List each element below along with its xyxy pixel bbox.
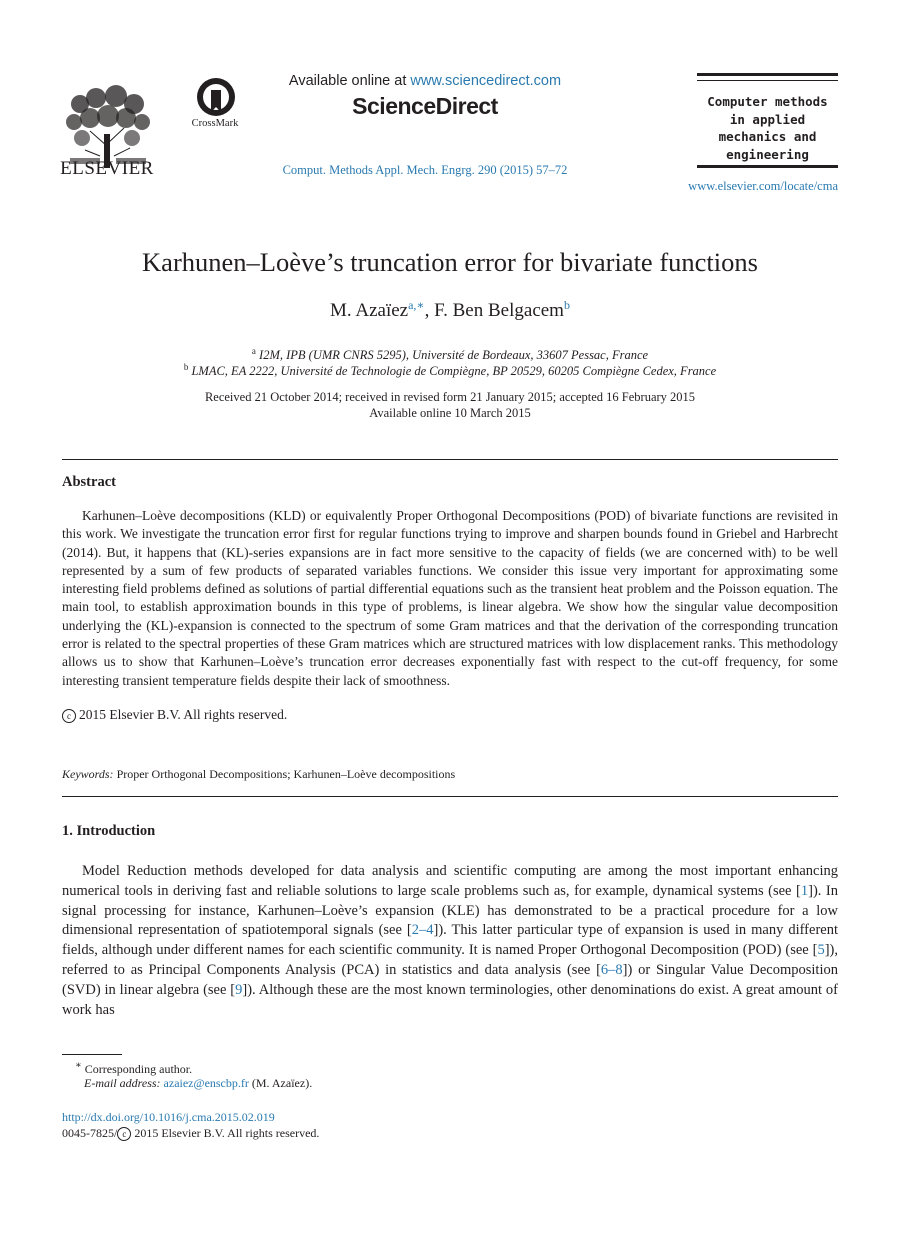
introduction-body xyxy=(62,862,838,1020)
corresponding-author-note xyxy=(75,1060,192,1077)
copyright-text: 2015 Elsevier B.V. All rights reserved. xyxy=(79,707,288,722)
journal-name-line: engineering xyxy=(726,146,809,162)
email-link[interactable]: azaiez@enscbp.fr xyxy=(163,1076,249,1090)
keywords-label: Keywords: xyxy=(62,767,114,781)
journal-rule-bottom xyxy=(697,165,838,168)
email-label: E-mail address: xyxy=(84,1076,161,1090)
journal-reference-link[interactable]: Comput. Methods Appl. Mech. Engrg. 290 (2015) 57–72 xyxy=(282,163,568,177)
doi-link[interactable]: http://dx.doi.org/10.1016/j.cma.2015.02.019 xyxy=(62,1110,275,1124)
abstract-bottom-rule xyxy=(62,796,838,797)
available-online-date: Available online 10 March 2015 xyxy=(369,406,531,420)
issn-copyright-text: 2015 Elsevier B.V. All rights reserved. xyxy=(134,1126,320,1140)
email-note xyxy=(84,1076,312,1091)
available-online-line xyxy=(250,73,600,89)
crossmark-icon[interactable] xyxy=(188,76,244,118)
footnote-rule xyxy=(62,1054,122,1055)
abstract-heading: Abstract xyxy=(62,474,116,490)
introduction-heading: 1. Introduction xyxy=(62,823,156,839)
author-list xyxy=(60,300,840,322)
issn: 0045-7825/ xyxy=(62,1126,118,1140)
email-suffix: (M. Azaïez). xyxy=(248,1076,313,1090)
citation-link[interactable]: 9 xyxy=(235,981,243,998)
publisher-name: ELSEVIER xyxy=(60,158,154,179)
journal-name-line: in applied xyxy=(729,111,806,127)
copyright-symbol: c xyxy=(62,709,76,723)
abstract-body xyxy=(62,507,838,690)
corresponding-author-text: Corresponding author. xyxy=(84,1062,193,1076)
journal-rule-top-thin xyxy=(697,80,838,81)
article-title: Karhunen–Loève’s truncation error for bivariate functions xyxy=(142,247,758,277)
journal-name xyxy=(690,93,845,163)
citation-link[interactable]: 6–8 xyxy=(600,961,623,978)
affiliation xyxy=(60,346,840,363)
journal-homepage-link[interactable]: www.elsevier.com/locate/cma xyxy=(688,179,838,193)
author-name: M. Azaïez xyxy=(330,300,409,321)
intro-text: Model Reduction methods developed for data analysis and scientific computing are among the most important enhancing numerical tools in deriving fast and reliable solutions to large scale problems such as, for example, dynamical systems (see [ xyxy=(62,863,838,899)
affiliation-text: LMAC, EA 2222, Université de Technologie de Compiègne, BP 20529, 60205 Compiègne Cedex, France xyxy=(191,364,717,379)
intro-text: ]), referred to as Principal Components Analysis (PCA) in statistics and data analysis (see [ xyxy=(62,942,838,978)
keywords-text: Proper Orthogonal Decompositions; Karhunen–Loève decompositions xyxy=(116,767,456,781)
author-name: F. Ben Belgacem xyxy=(434,300,564,321)
affiliation-text: I2M, IPB (UMR CNRS 5295), Université de Bordeaux, 33607 Pessac, France xyxy=(259,348,649,363)
introduction-paragraph xyxy=(62,862,838,1020)
abstract-paragraph: Karhunen–Loève decompositions (KLD) or equivalently Proper Orthogonal Decompositions (POD) of bivariate functions are revisited in this work. We investigate the truncation error first for regular functions trying to improve and sharpen bounds found in Griebel and Harbrecht (2014). But, it happens that (KL)-series expansions are in fact more sensitive to the capacity of fields (we are concerned with) to be well represented by a sum of few products of separated variables functions. We consider this issue very important for approximating some interesting field problems defined as solutions of partial differential equations such as the transient heat problem and the Poisson equation. The main tool, to establish approximation bounds in this type of problems, is linear algebra. We show how the singular value decomposition underlying the (KL)-expansion is connected to the spectrum of some Gram matrices and that the derivation of the corresponding truncation error is related to the spectral properties of these Gram matrices which are structured matrices with low displacement ranks. This methodology allows us to show that Karhunen–Loève’s truncation error decreases exponentially fast with respect to the cut-off frequency, for some interesting transient temperature fields despite their lack of smoothness. xyxy=(62,508,838,688)
citation-link[interactable]: 1 xyxy=(800,882,809,899)
intro-text: ]) or Singular Value Decomposition (SVD) in linear algebra (see [ xyxy=(62,961,838,998)
intro-text: ]). In signal processing for instance, Karhunen–Loève’s expansion (KLE) has demonstrated to be a practical procedure for a low dimensional representation of spatiotemporal signals (see [ xyxy=(62,882,838,939)
affiliation-mark: a xyxy=(251,346,256,356)
affiliation-mark: b xyxy=(183,362,189,372)
journal-name-line: Computer methods xyxy=(707,94,828,109)
intro-text: ]). This latter particular type of expansion is used in many different fields, although under different names for each scientific community. It is named Proper Orthogonal Decomposition (POD) (see [ xyxy=(62,922,838,959)
intro-text: ]). Although these are the most known terminologies, other denominations do exist. A great amount of work has xyxy=(62,981,838,1018)
citation-link[interactable]: 2–4 xyxy=(411,922,434,939)
author-separator: , xyxy=(424,300,435,321)
keywords xyxy=(62,767,455,782)
affiliation xyxy=(60,362,840,379)
sciencedirect-link[interactable]: www.sciencedirect.com xyxy=(410,73,562,89)
copyright-symbol: c xyxy=(117,1127,131,1141)
issn-copyright xyxy=(62,1126,319,1141)
author-affiliation-mark[interactable]: a,∗ xyxy=(408,298,425,312)
available-prefix: Available online at xyxy=(288,73,411,89)
journal-name-line: mechanics and xyxy=(718,129,817,144)
citation-link[interactable]: 5 xyxy=(817,942,825,959)
abstract-copyright xyxy=(62,707,287,723)
author-affiliation-mark[interactable]: b xyxy=(563,298,570,312)
received-dates: Received 21 October 2014; received in revised form 21 January 2015; accepted 16 February 2015 xyxy=(204,390,696,404)
sciencedirect-brand: ScienceDirect xyxy=(352,93,498,119)
journal-rule-top xyxy=(697,73,838,76)
crossmark-label: CrossMark xyxy=(191,118,239,129)
abstract-top-rule xyxy=(62,459,838,460)
footnote-mark: ∗ xyxy=(75,1060,82,1071)
